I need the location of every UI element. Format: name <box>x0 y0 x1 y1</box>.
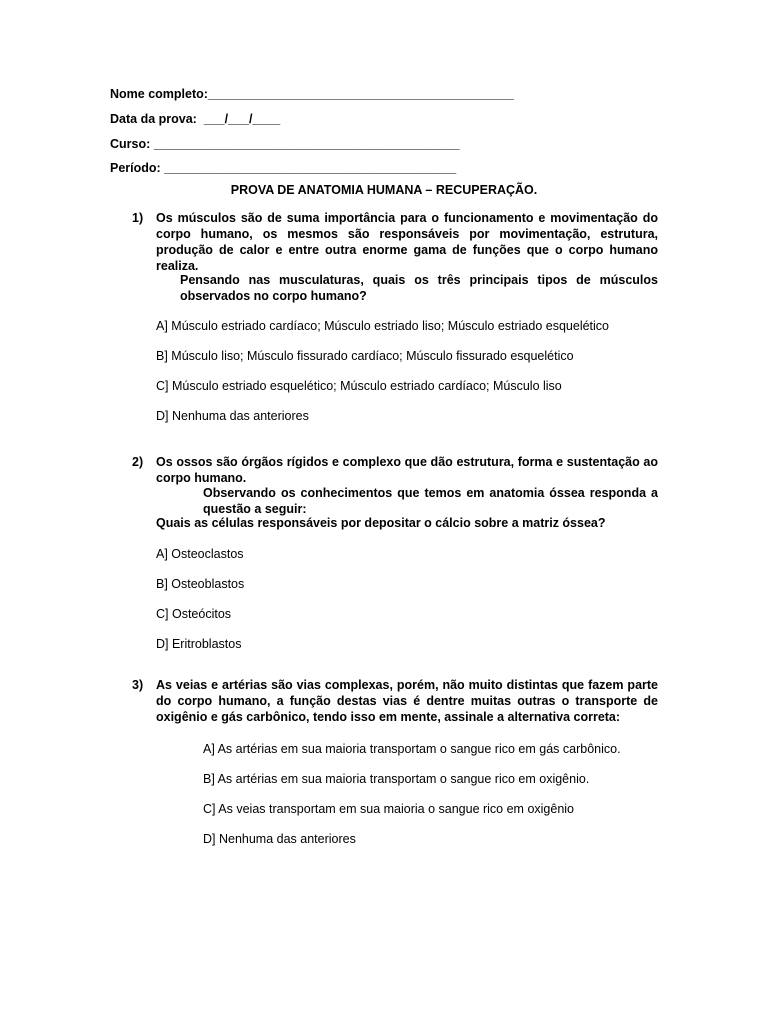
option-b: B] Músculo liso; Músculo fissurado cardíaco; Músculo fissurado esquelético <box>156 349 574 363</box>
question-prompt: Observando os conhecimentos que temos em anatomia óssea responda a questão a seguir: <box>203 486 658 516</box>
option-c: C] Osteócitos <box>156 607 232 621</box>
option-b: B] As artérias em sua maioria transportam o sangue rico em oxigênio. <box>203 772 590 786</box>
option-a: A] Osteoclastos <box>156 547 244 561</box>
option-b: B] Osteoblastos <box>156 577 245 591</box>
question-number: 2) <box>132 455 144 469</box>
option-d: D] Eritroblastos <box>156 637 242 651</box>
option-d: D] Nenhuma das anteriores <box>203 832 356 846</box>
question-statement: Quais as células responsáveis por depositar o cálcio sobre a matriz óssea? <box>156 516 606 530</box>
question-text: Os ossos são órgãos rígidos e complexo que dão estrutura, forma e sustentação ao corpo humano. <box>156 455 658 485</box>
option-c: C] Músculo estriado esquelético; Músculo estriado cardíaco; Músculo liso <box>156 379 562 393</box>
course-field: Curso: ____________________________________________ <box>110 137 460 151</box>
exam-date-field: Data da prova: ___/___/____ <box>110 112 281 126</box>
exam-title: PROVA DE ANATOMIA HUMANA – RECUPERAÇÃO. <box>230 183 538 197</box>
option-d: D] Nenhuma das anteriores <box>156 409 309 423</box>
question-number: 3) <box>132 678 144 692</box>
option-c: C] As veias transportam em sua maioria o sangue rico em oxigênio <box>203 802 575 816</box>
question-text: As veias e artérias são vias complexas, porém, não muito distintas que fazem parte do corpo humano, a função destas vias é dentre muitas outras o transporte de oxigênio e gás carbônico, tendo isso em mente, assinale a alternativa correta: <box>156 678 658 724</box>
option-a: A] As artérias em sua maioria transportam o sangue rico em gás carbônico. <box>203 742 621 756</box>
question-text: Os músculos são de suma importância para o funcionamento e movimentação do corpo humano, os mesmos são responsáveis por movimentação, estrutura, produção de calor e entre outra enorme gama de funções que o corpo humano realiza. <box>156 211 658 273</box>
option-a: A] Músculo estriado cardíaco; Músculo estriado liso; Músculo estriado esquelético <box>156 319 609 333</box>
full-name-field: Nome completo:____________________________________________ <box>110 87 514 101</box>
question-number: 1) <box>132 211 144 225</box>
question-prompt: Pensando nas musculaturas, quais os três principais tipos de músculos observados no corpo humano? <box>180 273 658 303</box>
period-field: Período: __________________________________________ <box>110 161 457 175</box>
